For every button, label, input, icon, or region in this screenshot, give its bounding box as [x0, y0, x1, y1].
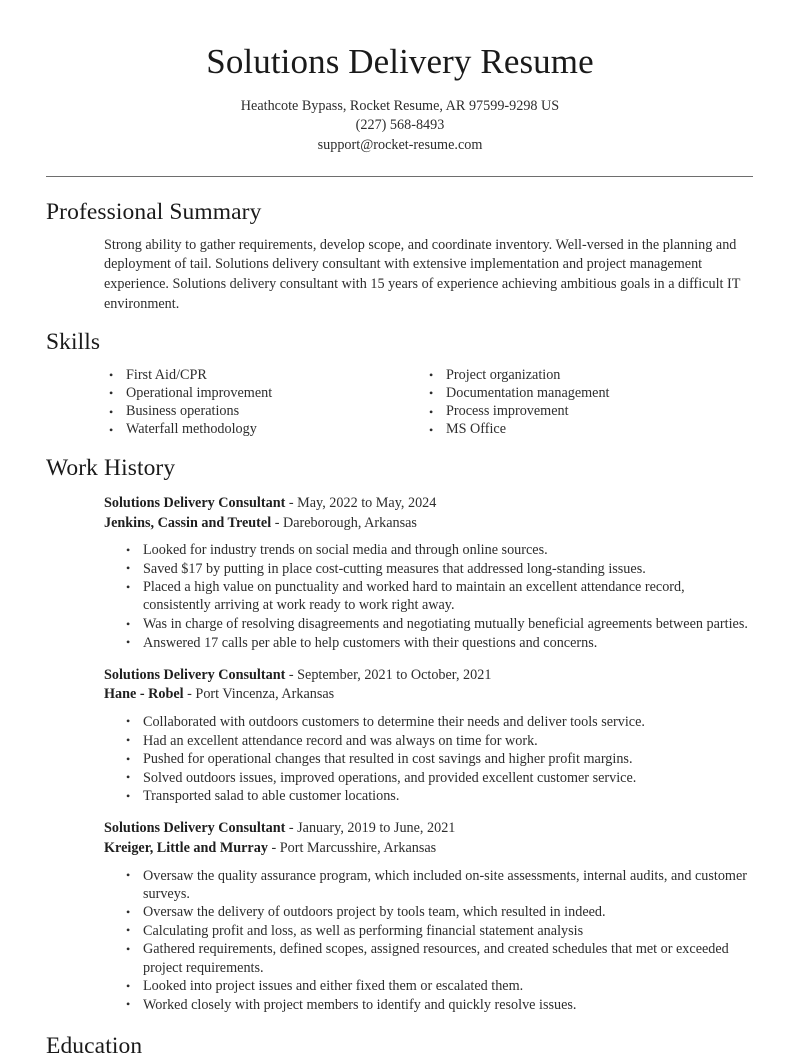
job-bullet: • Saved $17 by putting in place cost-cutting measures that addressed long-standing issues.	[126, 560, 754, 578]
job-company-line	[104, 839, 754, 859]
skill-item: • First Aid/CPR	[104, 367, 424, 385]
section-education	[46, 1014, 754, 1062]
skill-item: • Waterfall methodology	[104, 421, 424, 439]
section-heading-work-history: Work History	[46, 455, 176, 482]
job-bullet: • Answered 17 calls per able to help customers with their questions and concerns.	[126, 634, 754, 652]
summary-text: Strong ability to gather requirements, develop scope, and coordinate inventory. Well-versed in the planning and deployment of tail. Solutions delivery consultant with extensive implementation and project management experience. Solutions delivery consultant with 15 years of experience achieving ambitious goals in a difficult IT environment.	[104, 236, 741, 312]
job-title-line	[104, 819, 754, 839]
job-location: - Port Vincenza, Arkansas	[183, 686, 335, 703]
job-bullet: • Worked closely with project members to identify and quickly resolve issues.	[126, 996, 754, 1014]
job-location: - Dareborough, Arkansas	[271, 514, 417, 531]
job-bullet: • Looked for industry trends on social media and through online sources.	[126, 541, 754, 559]
job-bullet: • Gathered requirements, defined scopes, assigned resources, and created schedules that met or exceeded project requirements.	[126, 940, 754, 976]
section-heading-summary: Professional Summary	[46, 199, 262, 226]
job-title-line	[104, 494, 754, 514]
job-bullet: • Transported salad to able customer locations.	[126, 787, 754, 805]
skill-item: • Process improvement	[424, 403, 744, 421]
skills-list-right	[424, 367, 744, 439]
contact-address: Heathcote Bypass, Rocket Resume, AR 97599-9298 US	[240, 97, 560, 114]
job-title: Solutions Delivery Consultant	[104, 820, 286, 837]
contact-block	[46, 97, 754, 156]
skill-item: • Operational improvement	[104, 385, 424, 403]
job-dates: - January, 2019 to June, 2021	[285, 820, 456, 837]
job-bullet: • Had an excellent attendance record and was always on time for work.	[126, 732, 754, 750]
skill-item: • MS Office	[424, 421, 744, 439]
summary-body	[46, 236, 754, 314]
job-bullet-list	[104, 541, 754, 652]
job-company: Hane - Robel	[104, 686, 184, 703]
job-bullet-list	[104, 713, 754, 805]
job-dates: - May, 2022 to May, 2024	[285, 495, 437, 512]
contact-email: support@rocket-resume.com	[317, 136, 483, 153]
jobs-container	[46, 494, 754, 1014]
job-location: - Port Marcusshire, Arkansas	[267, 840, 437, 857]
job-company: Kreiger, Little and Murray	[104, 840, 268, 857]
job-bullet: • Pushed for operational changes that resulted in cost savings and higher profit margins.	[126, 750, 754, 768]
job-bullet-list	[104, 867, 754, 1014]
skills-list-left	[104, 367, 424, 439]
skills-columns	[46, 367, 754, 440]
section-heading-skills: Skills	[46, 329, 101, 356]
job-bullet: • Placed a high value on punctuality and worked hard to maintain an excellent attendance record, consistently arriving at work ready to work right away.	[126, 578, 754, 614]
job-bullet: • Was in charge of resolving disagreements and negotiating mutually beneficial agreements between parties.	[126, 615, 754, 633]
job-bullet: • Solved outdoors issues, improved operations, and provided excellent customer service.	[126, 769, 754, 787]
job-bullet: • Calculating profit and loss, as well as performing financial statement analysis	[126, 922, 754, 940]
job-title-line	[104, 666, 754, 686]
job-company-line	[104, 514, 754, 534]
job-dates: - September, 2021 to October, 2021	[285, 666, 492, 683]
job-bullet: • Oversaw the delivery of outdoors project by tools team, which resulted in indeed.	[126, 903, 754, 921]
job-title: Solutions Delivery Consultant	[104, 495, 286, 512]
job-entry	[46, 666, 754, 806]
skill-item: • Business operations	[104, 403, 424, 421]
section-professional-summary	[46, 177, 754, 314]
job-bullet: • Collaborated with outdoors customers to determine their needs and deliver tools service.	[126, 713, 754, 731]
job-company-line	[104, 685, 754, 705]
skill-item: • Documentation management	[424, 385, 744, 403]
job-entry	[46, 494, 754, 652]
job-title: Solutions Delivery Consultant	[104, 666, 286, 683]
skills-column-right	[424, 367, 744, 440]
skill-item: • Project organization	[424, 367, 744, 385]
section-skills	[46, 314, 754, 439]
contact-phone: (227) 568-8493	[355, 117, 445, 134]
job-company: Jenkins, Cassin and Treutel	[104, 514, 272, 531]
skills-column-left	[104, 367, 424, 440]
job-bullet: • Oversaw the quality assurance program, which included on-site assessments, internal audits, and customer surveys.	[126, 867, 754, 903]
section-work-history	[46, 439, 754, 1013]
job-bullet: • Looked into project issues and either fixed them or escalated them.	[126, 977, 754, 995]
page-title: Solutions Delivery Resume	[206, 42, 594, 81]
section-heading-education: Education	[46, 1033, 143, 1060]
job-entry	[46, 819, 754, 1013]
